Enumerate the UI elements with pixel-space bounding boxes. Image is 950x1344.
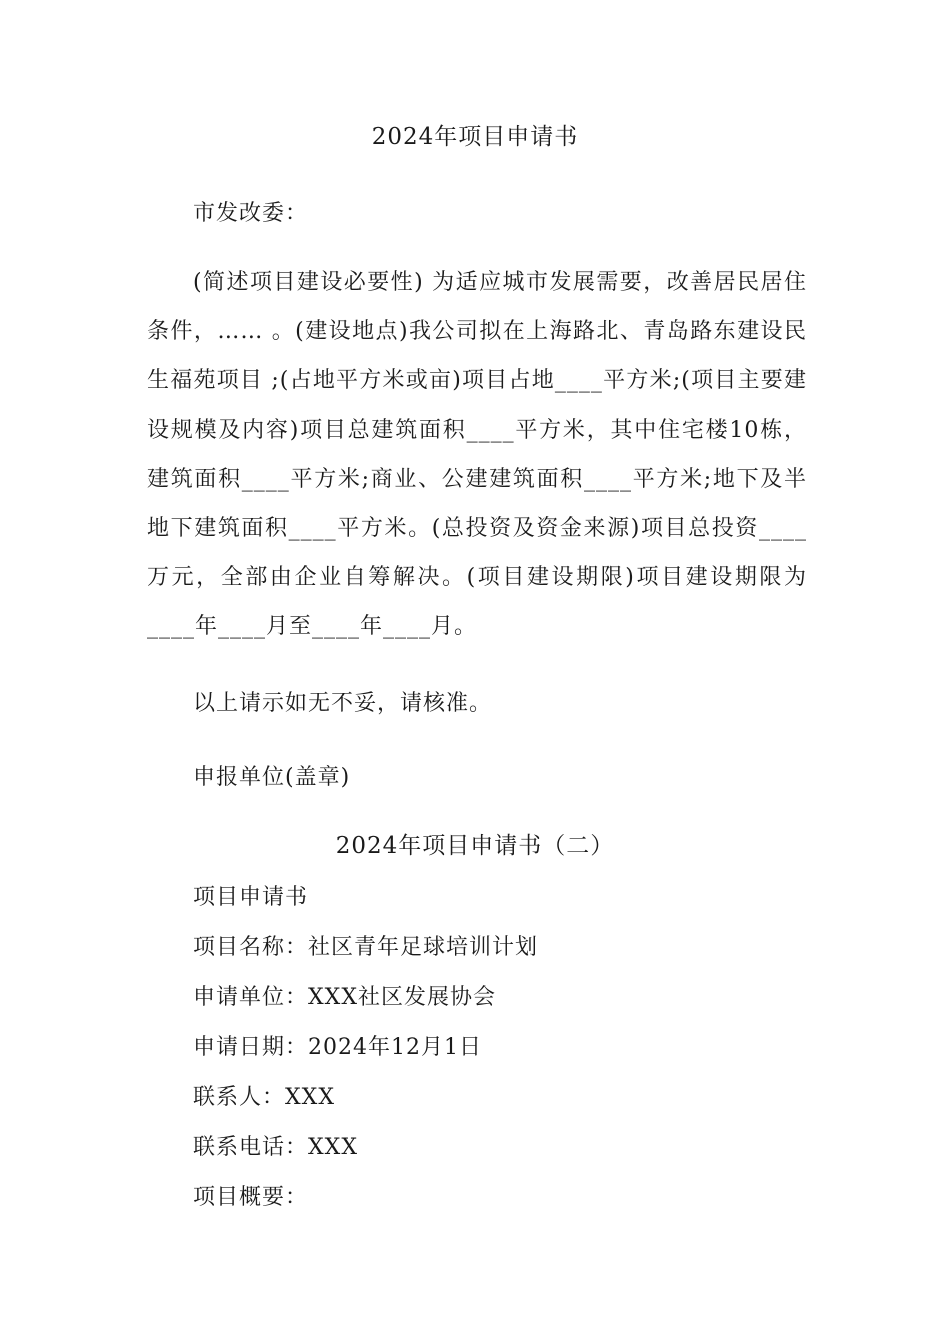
application-heading: 项目申请书 — [193, 885, 309, 910]
applicant-line: 申请单位：XXX社区发展协会 — [193, 985, 496, 1010]
second-document-title: 2024年项目申请书（二） — [335, 833, 615, 859]
contact-line: 联系人：XXX — [193, 1085, 335, 1110]
date-line: 申请日期：2024年12月1日 — [193, 1035, 482, 1060]
project-name-line: 项目名称：社区青年足球培训计划 — [193, 935, 539, 960]
salutation: 市发改委： — [193, 201, 309, 226]
document-title: 2024年项目申请书 — [371, 124, 579, 150]
overview-line: 项目概要： — [193, 1185, 309, 1210]
signature-line: 申报单位(盖章) — [193, 765, 351, 790]
body-paragraph: (简述项目建设必要性) 为适应城市发展需要，改善居民居住条件，…… 。(建设地点)我公司拟在上海路北、青岛路东建设民生福苑项目 ;(占地平方米或亩)项目占地____平方米;(项目主要建设规模及内容)项目总建筑面积____平方米，其中住宅楼10栋，建筑面积____平方米;商业、公建建筑面积____平方米;地下及半地下建筑面积____平方米。(总投资及资金来源)项目总投资____万元，全部由企业自筹解决。(项目建设期限)项目建设期限为____年____月至____年____月。 — [147, 270, 807, 640]
phone-line: 联系电话：XXX — [193, 1135, 358, 1160]
closing-line: 以上请示如无不妥，请核准。 — [193, 691, 493, 716]
